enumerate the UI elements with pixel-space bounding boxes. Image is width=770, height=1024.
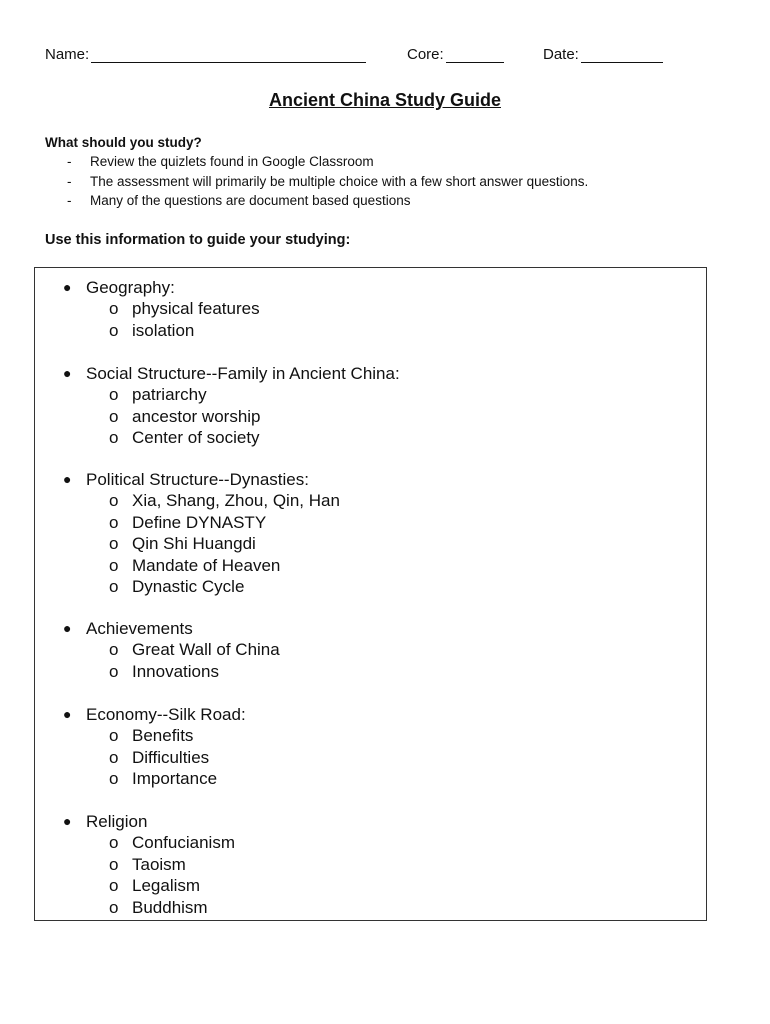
topic-label: Religion bbox=[86, 812, 148, 831]
subtopic-text: Qin Shi Huangdi bbox=[132, 534, 256, 554]
sub-bullet-icon: o bbox=[109, 299, 119, 319]
dash-marker: - bbox=[67, 154, 72, 169]
sub-bullet-icon: o bbox=[109, 769, 119, 789]
date-blank-line[interactable] bbox=[581, 48, 663, 63]
header-row bbox=[45, 46, 685, 66]
topic-label: Achievements bbox=[86, 619, 193, 638]
core-label: Core: bbox=[407, 46, 444, 63]
sub-bullet-icon: o bbox=[109, 385, 119, 405]
subtopic-text: Innovations bbox=[132, 661, 219, 681]
study-tip bbox=[67, 172, 588, 192]
sub-bullet-icon: o bbox=[109, 640, 119, 660]
subtopic-text: Taoism bbox=[132, 854, 186, 874]
bullet-icon: ● bbox=[63, 706, 72, 722]
sub-bullet-icon: o bbox=[109, 534, 119, 554]
subtopic-text: physical features bbox=[132, 299, 260, 319]
sub-bullet-icon: o bbox=[109, 876, 119, 896]
sub-bullet-icon: o bbox=[109, 555, 119, 575]
sub-bullet-icon: o bbox=[109, 576, 119, 596]
study-tip-text: Review the quizlets found in Google Classroom bbox=[90, 154, 374, 169]
sub-bullet-icon: o bbox=[109, 897, 119, 917]
sub-bullet-icon: o bbox=[109, 833, 119, 853]
core-blank-line[interactable] bbox=[446, 48, 504, 63]
subtopic-text: ancestor worship bbox=[132, 406, 261, 426]
study-tip-text: The assessment will primarily be multiple choice with a few short answer questions. bbox=[90, 173, 589, 189]
sub-bullet-icon: o bbox=[109, 428, 119, 448]
sub-bullet-icon: o bbox=[109, 406, 119, 426]
sub-bullet-icon: o bbox=[109, 491, 119, 511]
study-tips-list bbox=[67, 152, 588, 211]
subtopic-text: Importance bbox=[132, 769, 218, 789]
dash-marker: - bbox=[67, 173, 72, 189]
subtopic-text: isolation bbox=[132, 320, 195, 340]
guide-heading: Use this information to guide your studying: bbox=[45, 232, 351, 248]
topic-label: Geography: bbox=[86, 278, 175, 297]
subtopic-text: patriarchy bbox=[132, 385, 207, 405]
subtopic-text: Dynastic Cycle bbox=[132, 576, 245, 596]
bullet-icon: ● bbox=[63, 620, 72, 636]
bullet-icon: ● bbox=[63, 471, 72, 487]
what-to-study-heading: What should you study? bbox=[45, 135, 202, 150]
subtopic-text: Define DYNASTY bbox=[132, 512, 267, 532]
subtopic-text: Buddhism bbox=[132, 897, 208, 917]
study-tip-text: Many of the questions are document based questions bbox=[90, 193, 411, 209]
study-tip bbox=[67, 191, 588, 211]
subtopic-text: Confucianism bbox=[132, 833, 235, 853]
subtopic-text: Difficulties bbox=[132, 747, 210, 767]
date-field[interactable] bbox=[543, 46, 663, 63]
bullet-icon: ● bbox=[63, 813, 72, 829]
name-field[interactable] bbox=[45, 46, 366, 63]
sub-bullet-icon: o bbox=[109, 512, 119, 532]
study-tip bbox=[67, 152, 588, 172]
sub-bullet-icon: o bbox=[109, 726, 119, 746]
sub-bullet-icon: o bbox=[109, 747, 119, 767]
topic-label: Economy--Silk Road: bbox=[86, 705, 246, 724]
topic-label: Social Structure--Family in Ancient China: bbox=[86, 364, 400, 383]
subtopic-text: Center of society bbox=[132, 428, 260, 448]
topic-label: Political Structure--Dynasties: bbox=[86, 470, 309, 489]
bullet-icon: ● bbox=[63, 365, 72, 381]
sub-bullet-icon: o bbox=[109, 661, 119, 681]
subtopic-text: Xia, Shang, Zhou, Qin, Han bbox=[132, 491, 340, 511]
topics-box bbox=[34, 267, 707, 921]
core-field[interactable] bbox=[407, 46, 504, 63]
subtopic-text: Great Wall of China bbox=[132, 640, 280, 660]
dash-marker: - bbox=[67, 193, 72, 209]
name-blank-line[interactable] bbox=[91, 48, 366, 63]
page-title: Ancient China Study Guide bbox=[268, 90, 501, 110]
name-label: Name: bbox=[45, 46, 90, 63]
date-label: Date: bbox=[543, 46, 579, 63]
sub-bullet-icon: o bbox=[109, 320, 119, 340]
sub-bullet-icon: o bbox=[109, 854, 119, 874]
bullet-icon: ● bbox=[63, 279, 72, 295]
subtopic-text: Mandate of Heaven bbox=[132, 555, 281, 575]
subtopic-text: Benefits bbox=[132, 726, 194, 746]
subtopic-text: Legalism bbox=[132, 876, 201, 896]
